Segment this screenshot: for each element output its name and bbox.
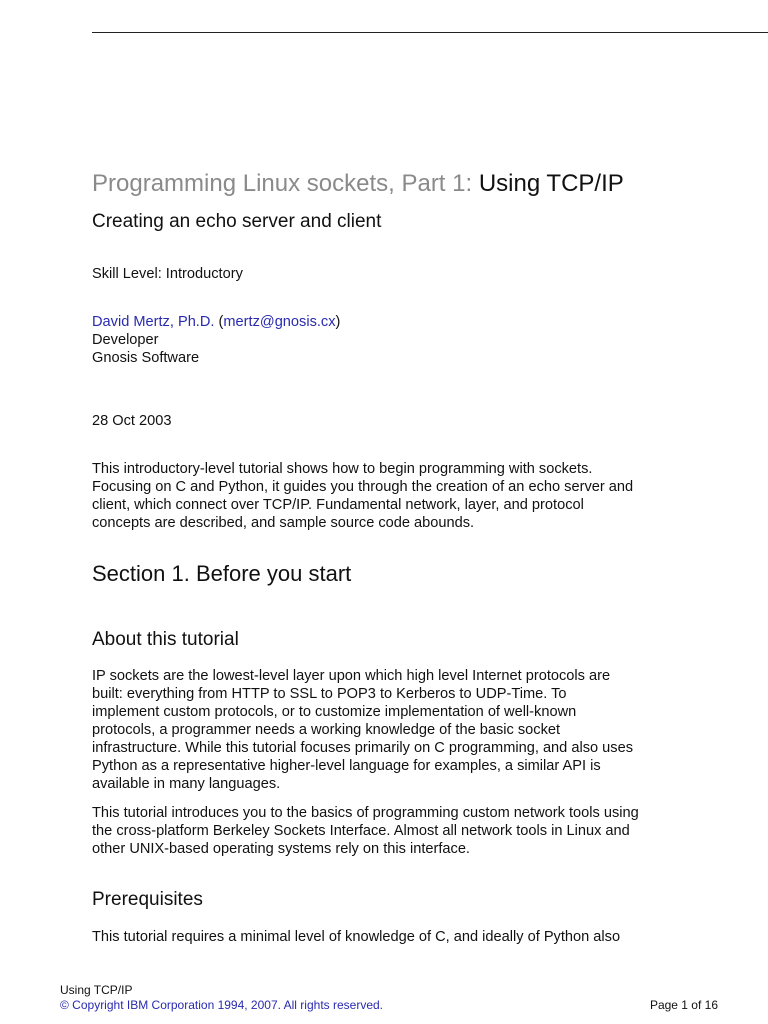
copyright-link[interactable]: © Copyright IBM Corporation 1994, 2007. All rights reserved. <box>60 998 384 1012</box>
text-line: This tutorial introduces you to the basics of programming custom network tools using <box>92 805 639 821</box>
text-line: implement custom protocols, or to customize implementation of well-known <box>92 704 577 720</box>
text-line: This tutorial requires a minimal level of knowledge of C, and ideally of Python also <box>92 929 621 945</box>
prereq-heading: Prerequisites <box>92 889 203 910</box>
about-paragraph-2 <box>92 804 639 858</box>
abstract <box>92 460 633 532</box>
text-line: Focusing on C and Python, it guides you through the creation of an echo server and <box>92 479 634 495</box>
about-paragraph-1 <box>92 667 633 793</box>
text-line: protocols, a programmer needs a working knowledge of the basic socket <box>92 722 561 738</box>
text-line: built: everything from HTTP to SSL to POP3 to Kerberos to UDP-Time. To <box>92 686 567 702</box>
title-main: Using TCP/IP <box>478 170 624 197</box>
title-series: Programming Linux sockets, Part 1: <box>92 170 479 197</box>
section-heading: Section 1. Before you start <box>92 561 352 586</box>
subtitle: Creating an echo server and client <box>92 211 382 232</box>
prereq-paragraph <box>92 928 620 946</box>
text-line: concepts are described, and sample source code abounds. <box>92 515 475 531</box>
author-email-link[interactable]: mertz@gnosis.cx <box>223 314 336 330</box>
author-role: Developer <box>92 332 159 348</box>
publish-date: 28 Oct 2003 <box>92 413 172 429</box>
paren: ( <box>214 314 224 330</box>
about-heading: About this tutorial <box>92 629 239 650</box>
text-line: This introductory-level tutorial shows how to begin programming with sockets. <box>92 461 593 477</box>
author-company: Gnosis Software <box>92 350 200 366</box>
footer <box>60 983 383 1013</box>
header-rule <box>92 32 768 33</box>
text-line: IP sockets are the lowest-level layer upon which high level Internet protocols are <box>92 668 611 684</box>
paren: ) <box>335 314 341 330</box>
text-line: Python as a representative higher-level language for examples, a similar API is <box>92 758 601 774</box>
footer-doc-title: Using TCP/IP <box>60 983 133 997</box>
text-line: the cross-platform Berkeley Sockets Interface. Almost all network tools in Linux and <box>92 823 630 839</box>
page-number: Page 1 of 16 <box>649 998 718 1012</box>
text-line: available in many languages. <box>92 776 281 792</box>
page-title <box>92 170 624 198</box>
text-line: client, which connect over TCP/IP. Fundamental network, layer, and protocol <box>92 497 584 513</box>
text-line: infrastructure. While this tutorial focuses primarily on C programming, and also uses <box>92 740 633 756</box>
author-link[interactable]: David Mertz, Ph.D. <box>92 314 215 330</box>
skill-level: Skill Level: Introductory <box>92 266 243 282</box>
text-line: other UNIX-based operating systems rely on this interface. <box>92 841 470 857</box>
author-block <box>92 313 340 367</box>
